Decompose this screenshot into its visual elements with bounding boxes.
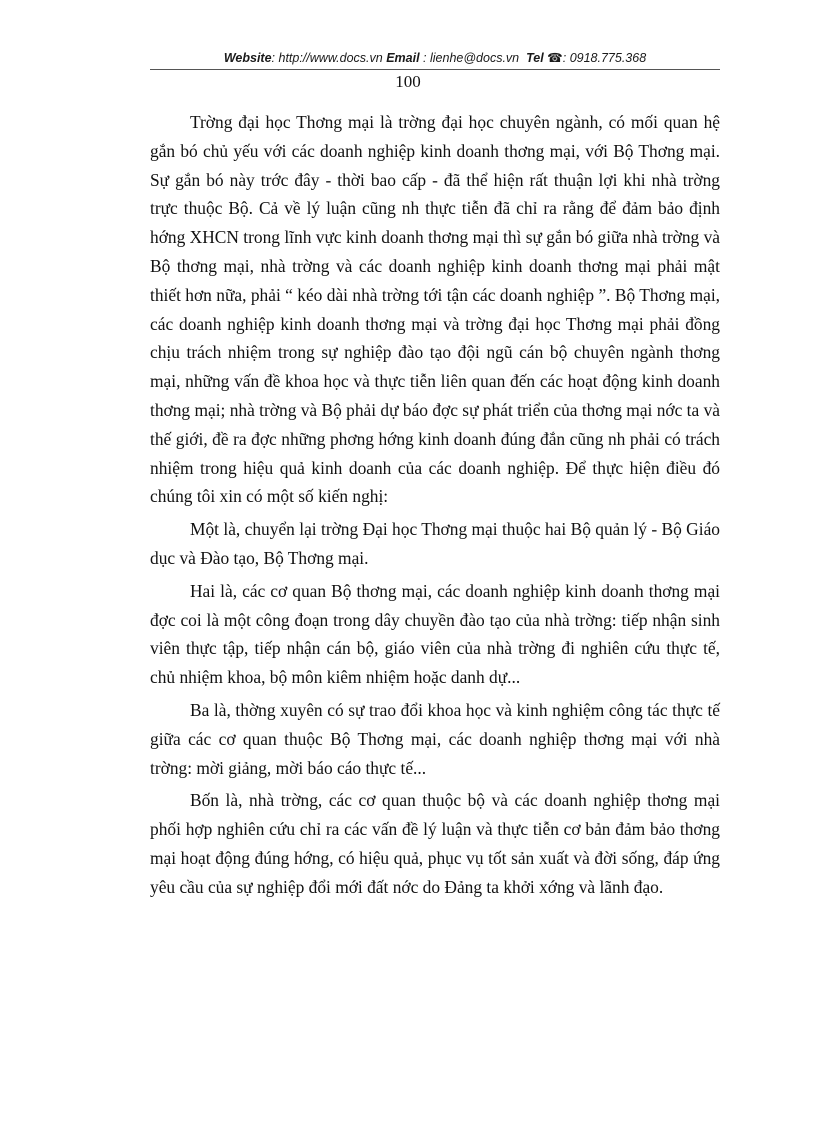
- website-value: : http://www.docs.vn: [271, 51, 383, 65]
- email-value: : lienhe@docs.vn: [423, 51, 520, 65]
- page-header: [150, 50, 720, 65]
- page-number: 100: [395, 72, 421, 91]
- email-label: Email: [386, 51, 420, 65]
- website-label: Website: [223, 51, 272, 65]
- paragraph-recommendation-4: Bốn là, nhà trờng, các cơ quan thuộc bộ và các doanh nghiệp thơng mại phối hợp nghiên cứu chỉ ra các vấn đề lý luận và thực tiễn cơ bản đảm bảo thơng mại hoạt động đúng hớng, có hiệu quả, phục vụ tốt sản xuất và đời sống, đáp ứng yêu cầu của sự nghiệp đổi mới đất nớc do Đảng ta khởi xớng và lãnh đạo.: [150, 790, 720, 897]
- paragraph-intro: Trờng đại học Thơng mại là trờng đại học chuyên ngành, có mối quan hệ gắn bó chủ yếu với các doanh nghiệp kinh doanh thơng mại, với Bộ Thơng mại. Sự gắn bó này trớc đây - thời bao cấp - đã thể hiện rất thuận lợi khi nhà trờng trực thuộc Bộ. Cả về lý luận cũng nh thực tiễn đã chỉ ra rằng để đảm bảo định hớng XHCN trong lĩnh vực kinh doanh thơng mại thì sự gắn bó giữa nhà trờng và Bộ thơng mại, nhà trờng và các doanh nghiệp kinh doanh thơng mại phải mật thiết hơn nữa, phải “ kéo dài nhà trờng tới tận các doanh nghiệp ”. Bộ Thơng mại, các doanh nghiệp kinh doanh thơng mại và trờng đại học Thơng mại phải đồng chịu trách nhiệm trong sự nghiệp đào tạo đội ngũ cán bộ chuyên ngành thơng mại, những vấn đề khoa học và thực tiễn liên quan đến các hoạt động kinh doanh thơng mại; nhà trờng và Bộ phải dự báo đợc sự phát triển của thơng mại nớc ta và thế giới, đề ra đợc những phơng hớng kinh doanh đúng đắn cũng nh phải có trách nhiệm trong hiệu quả kinh doanh của các doanh nghiệp. Để thực hiện điều đó chúng tôi xin có một số kiến nghị:: [150, 112, 720, 507]
- document-body: [150, 108, 720, 906]
- tel-label: Tel: [526, 51, 544, 65]
- tel-value: ☎: 0918.775.368: [547, 51, 647, 65]
- header-divider: [150, 69, 720, 70]
- paragraph-recommendation-2: Hai là, các cơ quan Bộ thơng mại, các doanh nghiệp kinh doanh thơng mại đợc coi là một công đoạn trong dây chuyền đào tạo của nhà trờng: tiếp nhận sinh viên thực tập, tiếp nhận cán bộ, giáo viên của nhà trờng đi nghiên cứu thực tế, chủ nhiệm khoa, bộ môn kiêm nhiệm hoặc danh dự...: [150, 580, 720, 688]
- paragraph-recommendation-3: Ba là, thờng xuyên có sự trao đổi khoa học và kinh nghiệm công tác thực tế giữa các cơ quan thuộc Bộ Thơng mại, các doanh nghiệp thơng mại với nhà trờng: mời giảng, mời báo cáo thực tế...: [150, 699, 720, 778]
- paragraph-recommendation-1: Một là, chuyển lại trờng Đại học Thơng mại thuộc hai Bộ quản lý - Bộ Giáo dục và Đào tạo, Bộ Thơng mại.: [150, 519, 720, 568]
